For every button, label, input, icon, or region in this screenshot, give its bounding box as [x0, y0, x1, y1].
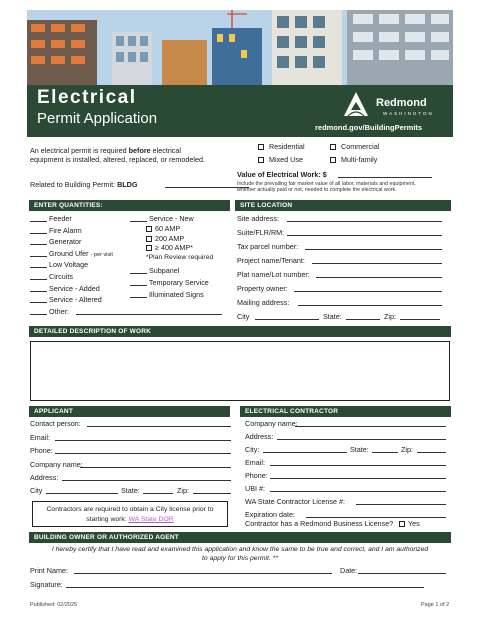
date-input[interactable] — [358, 573, 446, 574]
contractor-field-label: Email: — [245, 458, 265, 467]
qty-label: Fire Alarm — [49, 225, 82, 235]
contractor-field-label: Phone: — [245, 471, 268, 480]
qty-item[interactable] — [30, 307, 69, 316]
page-title: Electrical — [37, 87, 137, 108]
redmond-license-question: Contractor has a Redmond Business License? — [245, 519, 394, 528]
intro-line-2: equipment is installed, altered, replaced, or remodeled. — [30, 155, 205, 164]
qty-label: Service - Altered — [49, 295, 102, 305]
contractor-field-input[interactable] — [277, 439, 446, 440]
section-detailed-description: DETAILED DESCRIPTION OF WORK — [29, 326, 451, 337]
contractor-field-input[interactable] — [295, 426, 446, 427]
qty-service-new[interactable]: Service - New — [130, 214, 194, 223]
checkbox-commercial[interactable]: Commercial — [330, 142, 379, 151]
section-applicant: APPLICANT — [29, 406, 230, 417]
description-textarea[interactable] — [30, 341, 450, 401]
intro-line-1: An electrical permit is required before electrical — [30, 146, 181, 155]
section-site-location: SITE LOCATION — [235, 200, 451, 211]
signature-label: Signature: — [30, 580, 63, 589]
contractor-city-label: City: — [245, 445, 260, 454]
date-label: Date: — [340, 566, 358, 575]
site-field-label: Property owner: — [237, 284, 288, 293]
checkbox-60-amp[interactable]: 60 AMP — [146, 224, 180, 233]
site-field-input[interactable] — [305, 249, 442, 250]
site-zip-label: Zip: — [384, 312, 396, 321]
checkbox-mixed-use[interactable]: Mixed Use — [258, 155, 303, 164]
notice-line-2: starting work: WA State DOR — [86, 516, 174, 523]
contractor-field-label: Expiration date: — [245, 510, 295, 519]
value-note-2: whether actually paid or not, needed to complete the electrical work. — [237, 187, 397, 193]
applicant-field-label: Phone: — [30, 446, 53, 455]
applicant-zip-input[interactable] — [193, 493, 231, 494]
contractor-zip-label: Zip: — [401, 445, 413, 454]
site-state-label: State: — [323, 312, 342, 321]
applicant-field-input[interactable] — [55, 453, 231, 454]
site-field-input[interactable] — [316, 277, 442, 278]
checkbox-multi-family[interactable]: Multi-family — [330, 155, 377, 164]
site-state-input[interactable] — [346, 319, 380, 320]
applicant-field-input[interactable] — [87, 426, 231, 427]
contractor-field-input[interactable] — [270, 478, 446, 479]
certify-line-2: to apply for this permit. ** — [202, 555, 278, 562]
applicant-state-label: State: — [121, 486, 140, 495]
checkbox-200-amp[interactable]: 200 AMP — [146, 234, 184, 243]
site-field-label: Project name/Tenant: — [237, 256, 305, 265]
checkbox-icon[interactable] — [146, 236, 152, 242]
contractor-state-label: State: — [350, 445, 369, 454]
published-date: Published: 02/2025 — [30, 602, 78, 608]
applicant-city-input[interactable] — [46, 493, 118, 494]
qty-item[interactable] — [30, 226, 82, 235]
brand-state: WASHINGTON — [383, 111, 434, 116]
checkbox-icon[interactable] — [146, 226, 152, 232]
site-field-label: Tax parcel number: — [237, 242, 299, 251]
qty-input[interactable] — [30, 267, 47, 268]
value-note-1: Include the prevailing fair market value of all labor, materials and equipment, — [237, 181, 416, 187]
contractor-state-input[interactable] — [372, 452, 398, 453]
qty-item[interactable] — [30, 260, 88, 269]
contractor-field-input[interactable] — [270, 465, 446, 466]
qty-input[interactable] — [30, 233, 47, 234]
applicant-field-label: Email: — [30, 432, 50, 442]
site-zip-input[interactable] — [400, 319, 440, 320]
brand-name: Redmond — [376, 97, 427, 109]
applicant-state-input[interactable] — [143, 493, 173, 494]
header-photo — [27, 10, 453, 85]
buildings-illustration — [27, 10, 453, 85]
contractor-field-input[interactable] — [356, 504, 447, 505]
qty-label: Circuits — [49, 272, 73, 281]
contractor-zip-input[interactable] — [417, 452, 446, 453]
contractor-city-input[interactable] — [263, 452, 347, 453]
certify-line-1: I hereby certify that I have read and examined this application and know the same to be true and correct, and I am authorized — [51, 546, 429, 553]
applicant-zip-label: Zip: — [177, 486, 189, 495]
section-enter-quantities: ENTER QUANTITIES: — [29, 200, 230, 211]
qty-note: - per visit — [90, 251, 113, 258]
site-field-input[interactable] — [312, 263, 442, 264]
site-field-input[interactable] — [287, 221, 442, 222]
permits-url[interactable]: redmond.gov/BuildingPermits — [315, 123, 423, 132]
qty-label: Low Voltage — [49, 260, 89, 270]
section-electrical-contractor: ELECTRICAL CONTRACTOR — [240, 406, 451, 417]
plan-review-note: *Plan Review required — [146, 254, 214, 261]
qty-label: Service - Added — [49, 283, 100, 293]
checkbox-icon[interactable] — [330, 157, 336, 163]
checkbox-residential[interactable]: Residential — [258, 142, 305, 151]
qty-item[interactable] — [30, 249, 113, 258]
signature-input[interactable] — [66, 587, 424, 588]
contractor-field-label: UBI #: — [245, 484, 265, 493]
checkbox-license-yes[interactable]: Yes — [399, 519, 420, 528]
site-field-label: Mailing address: — [237, 298, 290, 307]
site-field-label: Site address: — [237, 214, 279, 223]
header-banner — [27, 85, 453, 137]
checkbox-icon[interactable] — [330, 144, 336, 150]
title-box — [27, 85, 239, 133]
page-subtitle: Permit Application — [37, 110, 158, 127]
contractor-field-label: WA State Contractor License #: — [245, 497, 346, 506]
site-field-input[interactable] — [294, 291, 442, 292]
checkbox-400-amp[interactable]: ≥ 400 AMP* — [146, 243, 193, 252]
qty-input[interactable] — [30, 244, 47, 245]
print-name-input[interactable] — [74, 573, 332, 574]
site-city-label: City — [237, 312, 250, 321]
notice-line-1: Contractors are required to obtain a City license prior to — [46, 506, 214, 513]
qty-input[interactable] — [30, 256, 47, 257]
contractor-field-label: Company name: — [245, 419, 298, 428]
qty-label: Other: — [49, 306, 69, 316]
other-input[interactable] — [76, 314, 222, 315]
related-permit-label: Related to Building Permit: BLDG — [30, 180, 138, 189]
checkbox-icon[interactable] — [399, 521, 405, 527]
print-name-label: Print Name: — [30, 566, 68, 575]
qty-item[interactable] — [30, 214, 72, 223]
site-field-input[interactable] — [298, 305, 442, 306]
contractor-field-label: Address: — [245, 432, 274, 441]
applicant-field-input[interactable] — [80, 467, 231, 468]
license-notice-box — [32, 501, 228, 527]
qty-input[interactable] — [30, 279, 47, 280]
page-number: Page 1 of 2 — [421, 602, 450, 608]
redmond-logo-icon — [339, 90, 373, 120]
applicant-field-input[interactable] — [62, 480, 231, 481]
site-field-label: Suite/FLR/RM: — [237, 228, 285, 237]
site-field-input[interactable] — [287, 235, 442, 236]
value-input[interactable] — [338, 177, 432, 178]
qty-input[interactable] — [30, 302, 47, 303]
qty-label: Feeder — [49, 214, 72, 223]
qty-item[interactable] — [30, 295, 102, 304]
applicant-city-label: City — [30, 486, 43, 495]
qty-input[interactable] — [30, 221, 47, 222]
contractor-field-input[interactable] — [270, 491, 446, 492]
qty-input[interactable] — [30, 314, 47, 315]
applicant-field-label: Address: — [30, 473, 59, 482]
checkbox-icon[interactable] — [258, 157, 264, 163]
contractor-field-input[interactable] — [306, 517, 446, 518]
value-label: Value of Electrical Work: $ — [237, 170, 327, 179]
qty-item[interactable] — [30, 284, 100, 293]
applicant-field-input[interactable] — [55, 440, 231, 441]
checkbox-icon[interactable] — [258, 144, 264, 150]
wa-state-dor-link[interactable]: WA State DOR — [128, 516, 174, 523]
applicant-field-label: Company name: — [30, 459, 83, 469]
section-building-owner: BUILDING OWNER OR AUTHORIZED AGENT — [29, 532, 451, 543]
checkbox-icon[interactable] — [146, 245, 152, 251]
qty-subpanel[interactable]: Subpanel — [130, 266, 179, 275]
site-city-input[interactable] — [255, 319, 319, 320]
qty-input[interactable] — [30, 291, 47, 292]
qty-temporary-service[interactable]: Temporary Service — [130, 278, 209, 287]
qty-illuminated-signs[interactable]: Illuminated Signs — [130, 290, 204, 299]
qty-label: Ground Ufer — [49, 248, 89, 258]
qty-item[interactable] — [30, 272, 73, 281]
qty-label: Generator — [49, 237, 82, 247]
applicant-field-label: Contact person: — [30, 419, 81, 428]
site-field-label: Plat name/Lot number: — [237, 270, 310, 279]
qty-item[interactable] — [30, 237, 81, 246]
